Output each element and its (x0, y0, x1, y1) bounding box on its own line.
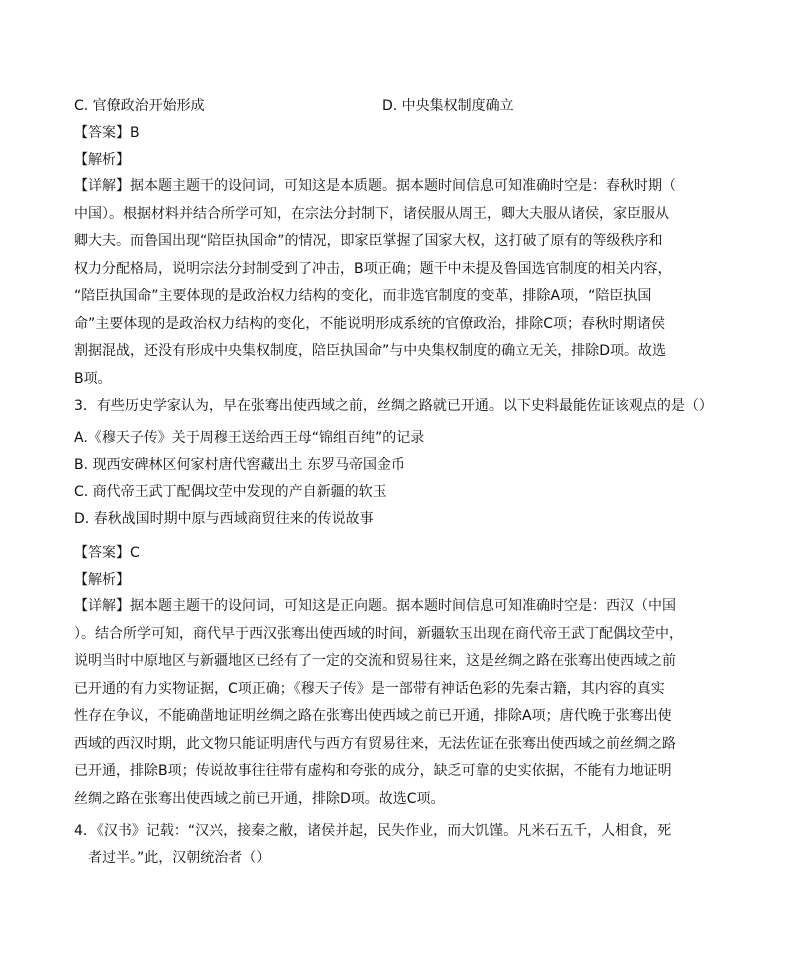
q3-option-c: C. 商代帝王武丁配偶坟茔中发现的产自新疆的软玉 (74, 484, 387, 500)
q2-answer: 【答案】B (74, 125, 140, 141)
q3-detail-line: 西域的西汉时期，此文物只能证明唐代与西方有贸易往来，无法佐证在张骞出使西域之前丝绸之路 (74, 735, 676, 752)
q2-detail-line: 卿大夫。而鲁国出现“陪臣执国命”的情况，即家臣掌握了国家大权，这打破了原有的等级秩序和 (74, 233, 663, 249)
q2-detail-line: 割据混战，还没有形成中央集权制度，陪臣执国命”与中央集权制度的确立无关，排除D项。故选 (74, 343, 667, 359)
q4-stem (74, 818, 714, 872)
q2-option-d: D. 中央集权制度确立 (382, 98, 514, 114)
q4-stem-line: 者过半。”此，汉朝统治者（） (88, 850, 271, 866)
q3-detail-line: 说明当时中原地区与新疆地区已经有了一定的交流和贸易往来，这是丝绸之路在张骞出使西域之前 (74, 653, 676, 669)
q2-detail-line: 权力分配格局，说明宗法分封制受到了冲击，B项正确；题干中未提及鲁国选官制度的相关内容， (74, 260, 672, 277)
q3-option-a: A.《穆天子传》关于周穆王送给西王母“锦组百纯”的记录 (74, 430, 425, 446)
q2-detail (74, 173, 714, 393)
q3-detail-line: ）。结合所学可知，商代早于西汉张骞出使西域的时间，新疆软玉出现在商代帝王武丁配偶坟茔中， (74, 625, 683, 642)
q3-detail-line: 【详解】据本题主题干的设问词，可知这是正向题。据本题时间信息可知准确时空是：西汉（中国 (74, 598, 676, 614)
q2-detail-line: 【详解】据本题主题干的设问词，可知这是本质题。据本题时间信息可知准确时空是：春秋时期（ (74, 178, 676, 194)
q3-answer: 【答案】C (74, 545, 140, 561)
q3-detail-line: 性存在争议，不能确凿地证明丝绸之路在张骞出使西域之前已开通，排除A项；唐代晚于张骞出使 (74, 708, 672, 724)
q3-analysis-label: 【解析】 (74, 572, 130, 588)
q2-detail-line: “陪臣执国命”主要体现的是政治权力结构的变化，而非选官制度的变革，排除A项，“陪臣执国 (74, 288, 652, 304)
q2-option-c: C. 官僚政治开始形成 (74, 98, 205, 114)
q4-stem-line: 4．《汉书》记载：“汉兴，接秦之敝，诸侯并起，民失作业，而大饥馑。凡米石五千，人相食，死 (74, 823, 672, 839)
q2-detail-line: B项。 (74, 370, 112, 387)
q2-detail-line: 中国）。根据材料并结合所学可知，在宗法分封制下，诸侯服从周王，卿大夫服从诸侯，家臣服从 (74, 205, 669, 222)
q3-detail-line: 已开通，排除B项；传说故事往往带有虚构和夸张的成分，缺乏可靠的史实依据，不能有力地证明 (74, 763, 672, 779)
q3-detail-line: 丝绸之路在张骞出使西域之前已开通，排除D项。故选C项。 (74, 790, 445, 807)
q3-stem: 3．有些历史学家认为，早在张骞出使西域之前，丝绸之路就已开通。以下史料最能佐证该观点的是（） (74, 398, 713, 414)
q3-option-d: D. 春秋战国时期中原与西域商贸往来的传说故事 (74, 511, 374, 527)
q2-analysis-label: 【解析】 (74, 152, 130, 168)
q3-detail (74, 593, 714, 813)
q3-detail-line: 已开通的有力实物证据，C项正确；《穆天子传》是一部带有神话色彩的先秦古籍，其内容的真实 (74, 680, 665, 697)
q3-option-b: B. 现西安碑林区何家村唐代窖藏出土 东罗马帝国金币 (74, 457, 405, 473)
q2-detail-line: 命”主要体现的是政治权力结构的变化，不能说明形成系统的官僚政治，排除C项；春秋时期诸侯 (74, 315, 666, 332)
